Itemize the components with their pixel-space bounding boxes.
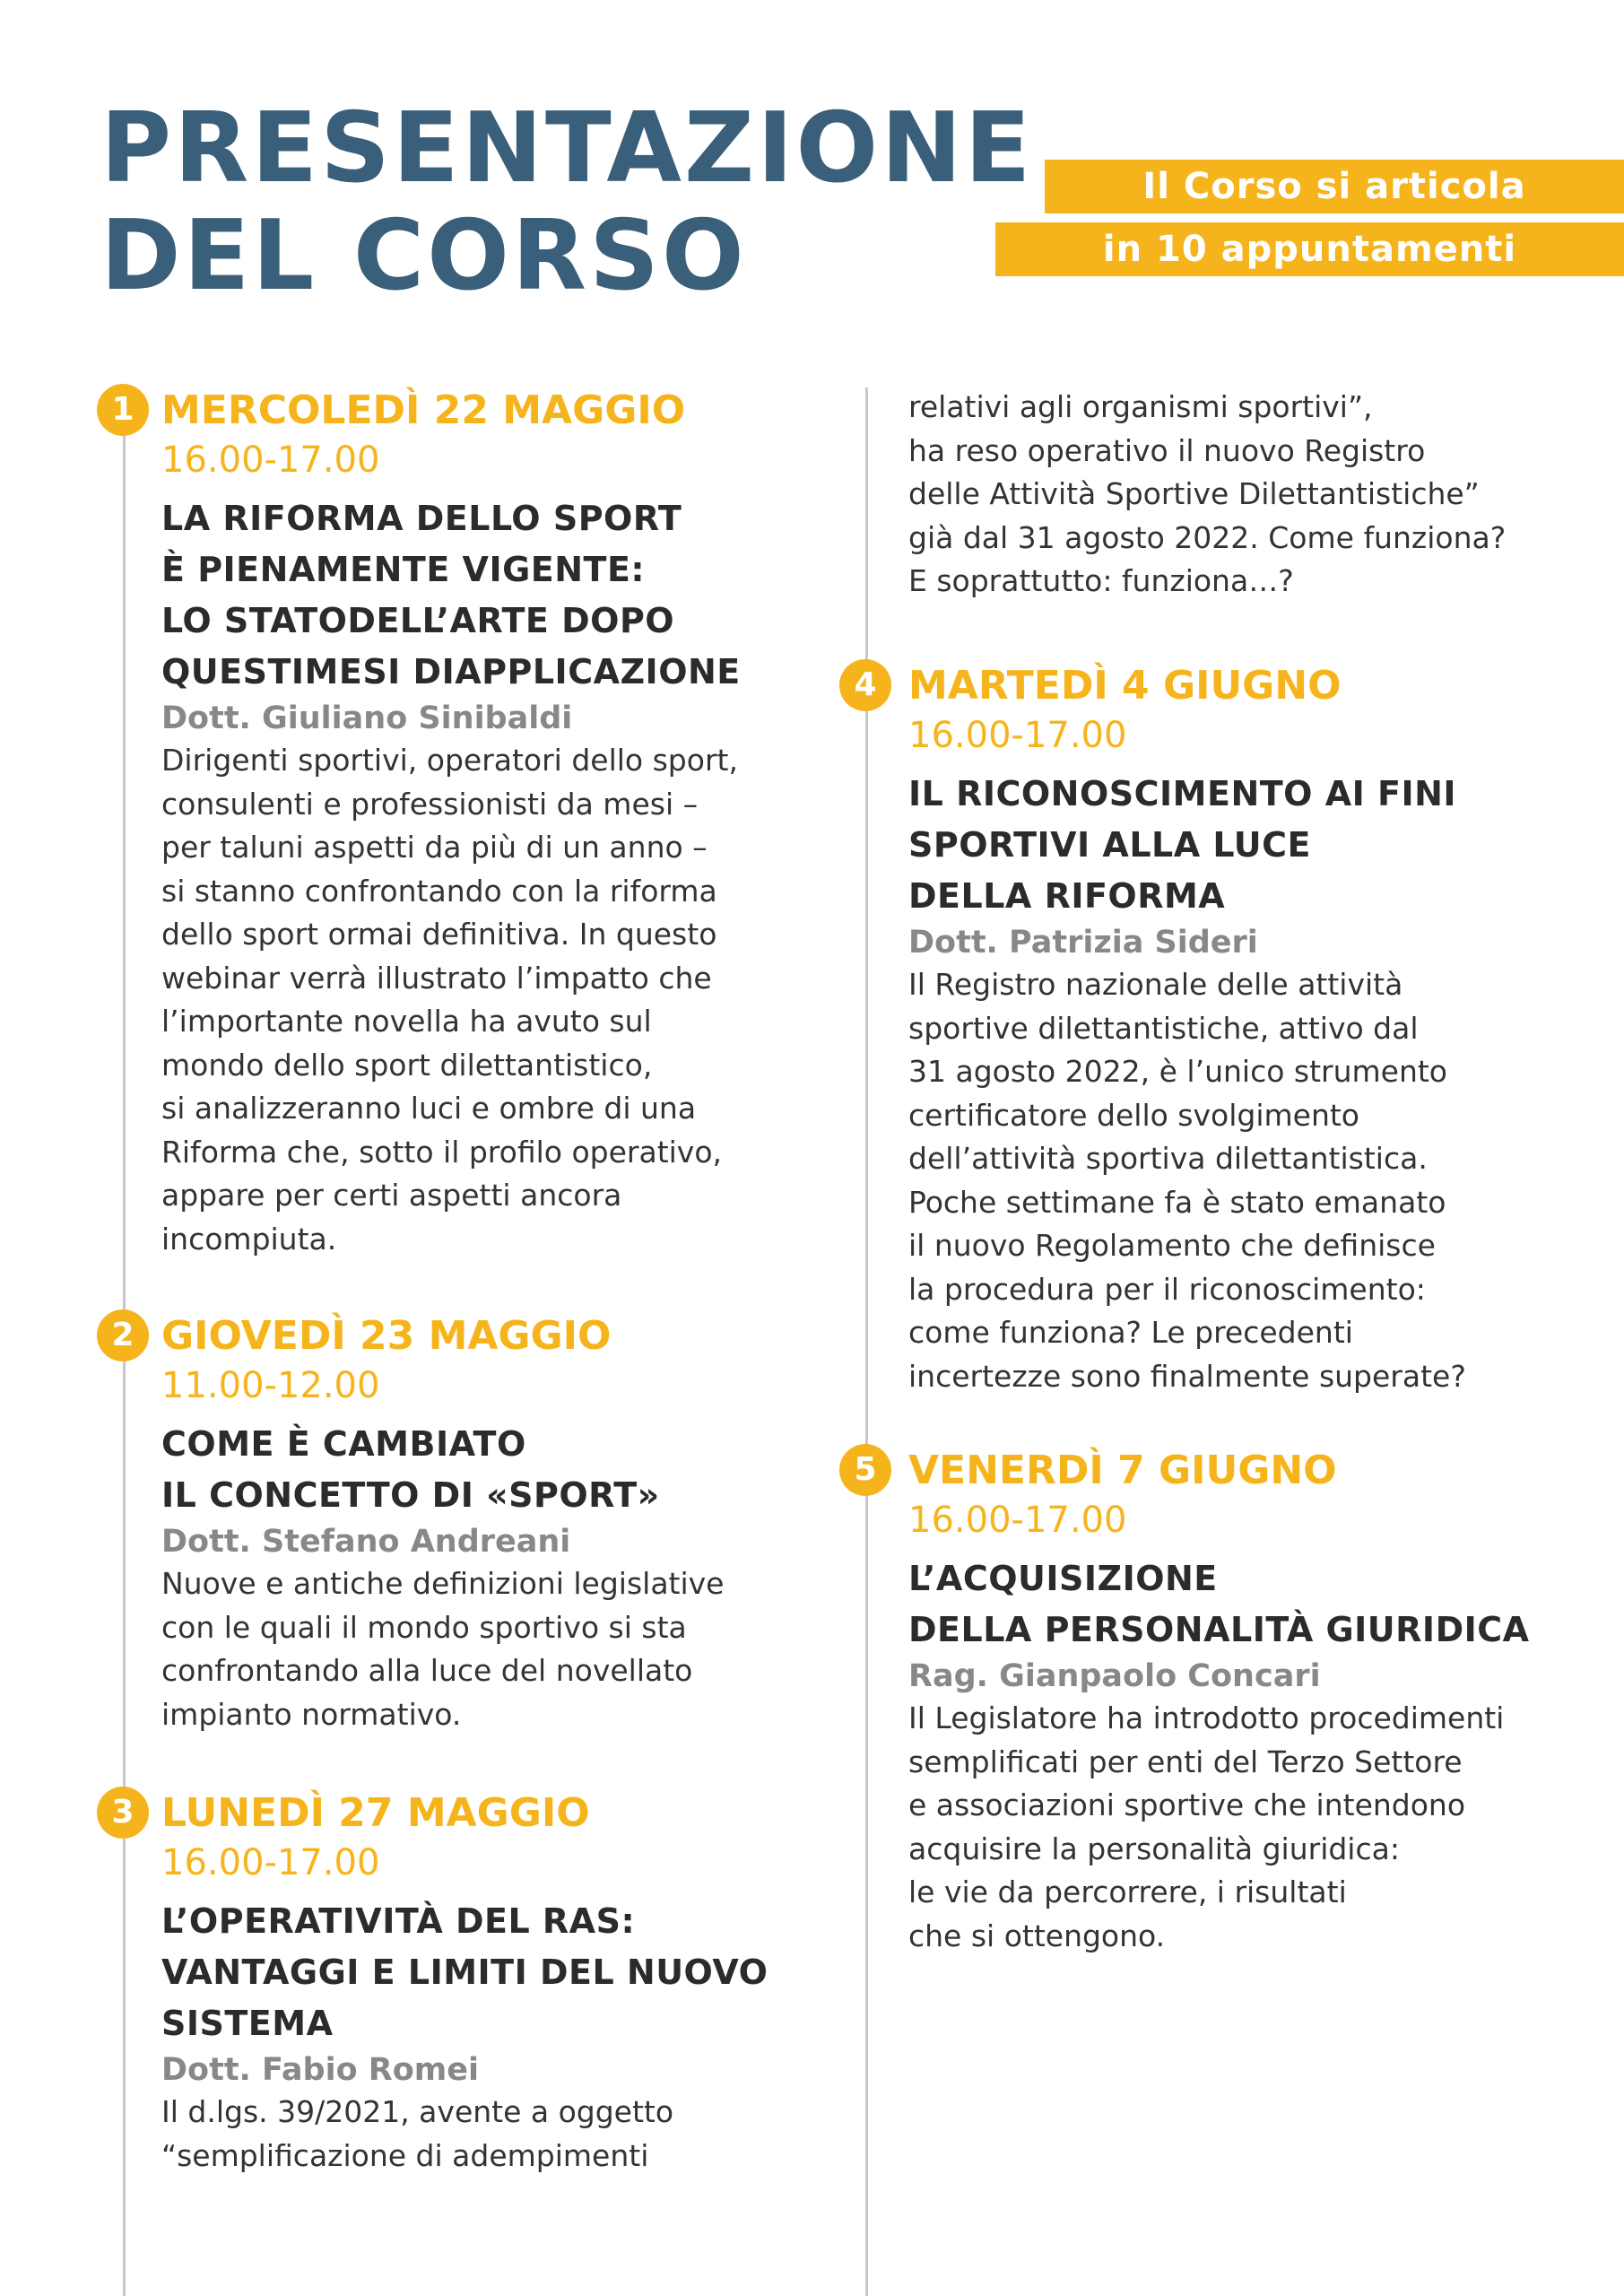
session-5-date: VENERDÌ 7 GIUGNO: [908, 1448, 1337, 1493]
session-3-speaker: Dott. Fabio Romei: [161, 2052, 479, 2088]
session-5-description: Il Legislatore ha introdotto procedimenti semplificati per enti del Terzo Settore e associazioni sportive che intendono acquisire la personalità giuridica: le vie da percorrere, i risultati che si ottengono.: [908, 1700, 1505, 1953]
session-3-continuation: [908, 386, 1536, 604]
session-4-speaker: Dott. Patrizia Sideri: [908, 925, 1258, 961]
session-2-title: COME È CAMBIATO IL CONCETTO DI «SPORT»: [161, 1424, 660, 1515]
session-2: [161, 1311, 789, 1736]
session-1-title: LA RIFORMA DELLO SPORT È PIENAMENTE VIGENTE: LO STATODELL’ARTE DOPO QUESTIMESI DIAPPLICAZIONE: [161, 499, 741, 691]
session-3-description: Il d.lgs. 39/2021, avente a oggetto “semplificazione di adempimenti: [161, 2094, 674, 2173]
session-2-date: GIOVEDÌ 23 MAGGIO: [161, 1313, 612, 1359]
session-1: [161, 386, 789, 1261]
session-3: [161, 1788, 789, 2178]
session-2-time: 11.00-12.00: [161, 1365, 380, 1406]
session-4-date: MARTEDÌ 4 GIUGNO: [908, 663, 1342, 709]
session-2-number-badge: 2: [97, 1309, 149, 1361]
session-3-description-continued: relativi agli organismi sportivi”, ha reso operativo il nuovo Registro delle Attività Sportive Dilettantistiche” già dal 31 agosto 2022. Come funziona? E soprattutto: funziona…?: [908, 389, 1507, 598]
session-5-number-badge: 5: [839, 1444, 891, 1496]
session-2-speaker: Dott. Stefano Andreani: [161, 1524, 571, 1560]
session-1-number-badge: 1: [97, 384, 149, 436]
session-1-speaker: Dott. Giuliano Sinibaldi: [161, 700, 573, 736]
session-5: [908, 1446, 1536, 1958]
session-5-title: L’ACQUISIZIONE DELLA PERSONALITÀ GIURIDICA: [908, 1559, 1530, 1649]
course-banner-line-2: in 10 appuntamenti: [995, 222, 1624, 276]
session-4-number-badge: 4: [839, 659, 891, 711]
page-title-line-2: DEL CORSO: [100, 200, 747, 312]
session-5-speaker: Rag. Gianpaolo Concari: [908, 1658, 1321, 1694]
session-3-time: 16.00-17.00: [161, 1842, 380, 1883]
course-banner-line-1: Il Corso si articola: [1045, 160, 1624, 213]
session-4: [908, 661, 1536, 1398]
session-1-date: MERCOLEDÌ 22 MAGGIO: [161, 387, 686, 433]
session-3-date: LUNEDÌ 27 MAGGIO: [161, 1790, 590, 1836]
session-3-number-badge: 3: [97, 1787, 149, 1839]
session-5-time: 16.00-17.00: [908, 1500, 1127, 1541]
session-1-description: Dirigenti sportivi, operatori dello sport, consulenti e professionisti da mesi – per taluni aspetti da più di un anno – si stanno confrontando con la riforma dello sport ormai definitiva. In questo webinar verrà illustrato l’impatto che l’importante novella ha avuto sul mondo dello sport dilettantistico, si analizzeranno luci e ombre di una Riforma che, sotto il profilo operativo, appare per certi aspetti ancora incompiuta.: [161, 743, 738, 1257]
session-3-title: L’OPERATIVITÀ DEL RAS: VANTAGGI E LIMITI DEL NUOVO SISTEMA: [161, 1901, 769, 2043]
session-4-time: 16.00-17.00: [908, 715, 1127, 756]
session-2-description: Nuove e antiche definizioni legislative con le quali il mondo sportivo si sta confrontando alla luce del novellato impianto normativo.: [161, 1566, 725, 1732]
session-4-description: Il Registro nazionale delle attività sportive dilettantistiche, attivo dal 31 agosto 2022, è l’unico strumento certificatore dello svolgimento dell’attività sportiva dilettantistica. Poche settimane fa è stato emanato il nuovo Regolamento che definisce la procedura per il riconoscimento: come funziona? Le precedenti incertezze sono finalmente superate?: [908, 967, 1466, 1394]
session-4-title: IL RICONOSCIMENTO AI FINI SPORTIVI ALLA LUCE DELLA RIFORMA: [908, 774, 1457, 916]
session-1-time: 16.00-17.00: [161, 439, 380, 481]
page-title-line-1: PRESENTAZIONE: [100, 92, 1034, 204]
